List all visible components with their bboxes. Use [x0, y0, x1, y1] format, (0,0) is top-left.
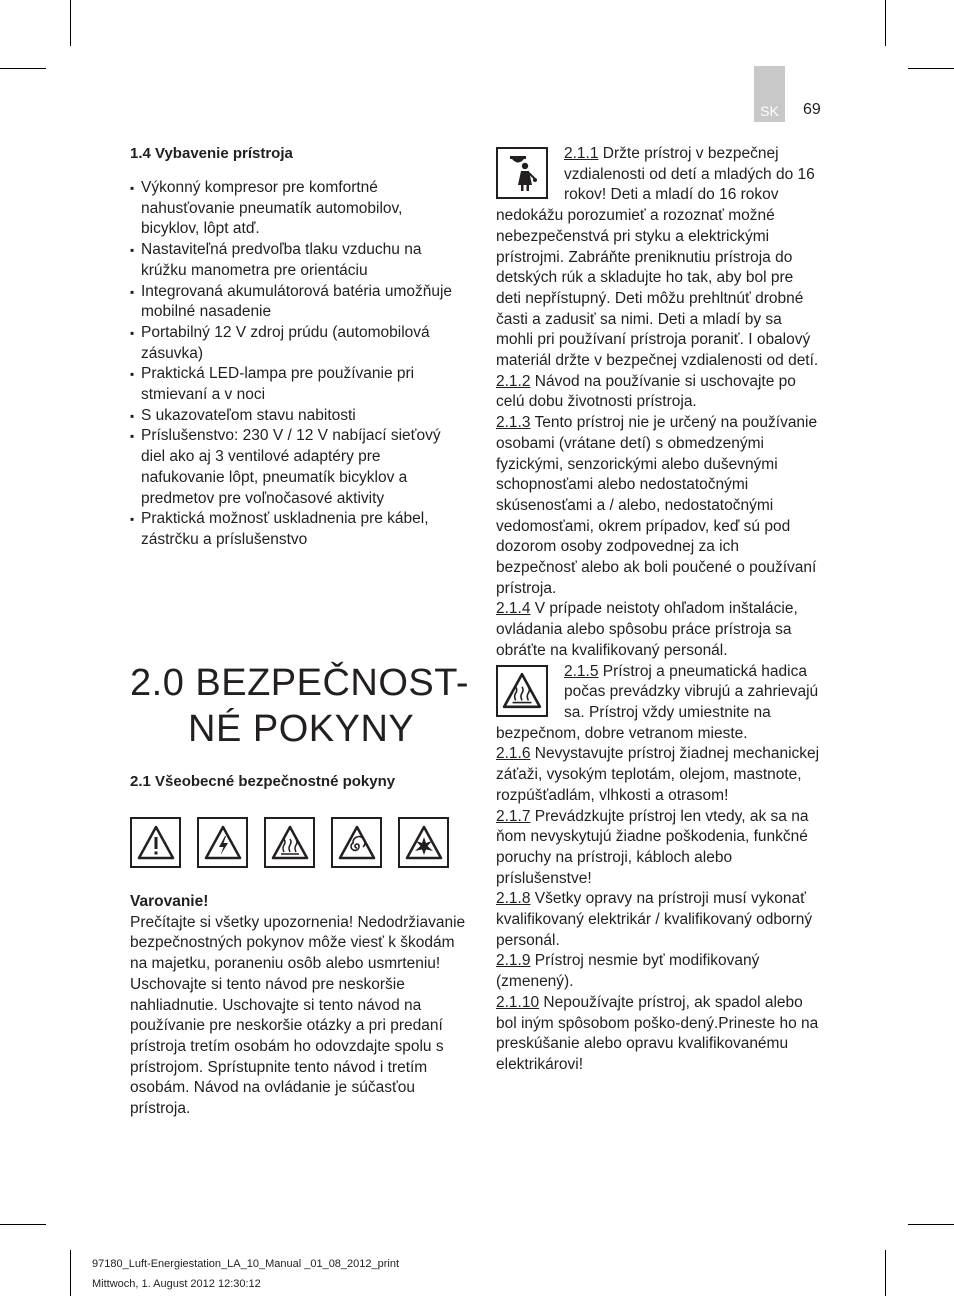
crop-mark: [908, 1224, 954, 1225]
instruction-text: Nepoužívajte prístroj, ak spadol alebo bol iným spôsobom poško-dený.Prineste ho na preskúšanie alebo opravu kvalifikovanému elektrikárovi!: [496, 993, 819, 1073]
instruction-item: [496, 372, 822, 413]
language-code: SK: [760, 103, 779, 119]
equipment-list: [130, 178, 462, 551]
list-item: ▪ Nastaviteľná predvoľba tlaku vzduchu na krúžku manometra pre orientáciu: [130, 240, 462, 281]
instruction-ref: 2.1.4: [496, 600, 531, 618]
instruction-ref: 2.1.8: [496, 890, 531, 908]
instruction-text: Prístroj nesmie byť modifikovaný (zmenený).: [496, 952, 760, 991]
warning-text: Prečítajte si všetky upozornenia! Nedodržiavanie bezpečnostných pokynov môže viesť k škodám na majetku, poraneniu osôb alebo usmrteniu! Uschovajte si tento návod pre neskoršie nahliadnutie. Uschovajte si tento návod na používanie pre neskoršie otázky a pri predaní prístroja tretím osobám ho odovzdajte spolu s prístrojom. Sprístupnite tento návod i tretím osobám. Návod na ovládanie je súčasťou prístroja.: [130, 913, 466, 1118]
list-item: ▪ Portabilný 12 V zdroj prúdu (automobilová zásuvka): [130, 323, 462, 364]
chapter-title-line-2: NÉ POKYNY: [188, 708, 415, 750]
instruction-ref: 2.1.6: [496, 745, 531, 763]
list-item: ▪ Príslušenstvo: 230 V / 12 V nabíjací sieťový diel ako aj 3 ventilové adaptéry pre nafukovanie lôpt, pneumatík bicyklov a predmetov pre voľnočasové aktivity: [130, 426, 462, 509]
child-safety-icon: [496, 147, 548, 199]
warning-triangle-icon: [130, 817, 181, 868]
instruction-ref: 2.1.3: [496, 414, 531, 432]
instruction-text: Tento prístroj nie je určený na používanie osobami (vrátane detí) s obmedzenými fyzickými, senzorickými alebo duševnými schopnosťami alebo nedostatočnými skúsenosťami a / alebo, nedostatočnými vedomosťami, okrem prípadov, keď sú pod dozorom osoby zodpovednej za ich bezpečnosť alebo ak boli poučené o používaní prístroja.: [496, 414, 818, 597]
list-item: ▪ Praktická LED-lampa pre používanie pri stmievaní a v noci: [130, 364, 462, 405]
crop-mark: [0, 68, 46, 69]
language-tab: [754, 66, 785, 122]
crop-mark: [70, 0, 71, 46]
instruction-ref: 2.1.9: [496, 952, 531, 970]
instruction-item: [496, 599, 822, 661]
crop-mark: [70, 1250, 71, 1296]
instruction-text: Prevádzkujte prístroj len vtedy, ak sa na ňom nevyskytujú žiadne poškodenia, funkčné poruchy na prístroji, kábloch alebo príslušenstve!: [496, 807, 809, 887]
crop-mark: [885, 1250, 886, 1296]
print-slug-date: Mittwoch, 1. August 2012 12:30:12: [92, 1278, 261, 1290]
electric-hazard-icon: [197, 817, 248, 868]
list-item: ▪ Výkonný kompresor pre komfortné nahusťovanie pneumatík automobilov, bicyklov, lôpt atď.: [130, 178, 462, 240]
hot-surface-icon: [264, 817, 315, 868]
crop-mark: [0, 1224, 46, 1225]
instruction-text: Nevystavujte prístroj žiadnej mechanickej záťaži, vysokým teplotám, olejom, mastnote, rozpúšťadlám, vlhkosti a otrasom!: [496, 745, 820, 804]
instruction-text: Prístroj a pneumatická hadica počas prevádzky vibrujú a zahrievajú sa. Prístroj vždy umiestnite na bezpečnom, dobre vetranom mieste.: [496, 662, 819, 742]
page-number: 69: [803, 101, 821, 118]
instruction-item: [496, 807, 822, 890]
instruction-ref: 2.1.2: [496, 372, 531, 390]
list-item: ▪ Praktická možnosť uskladnenia pre kábel, zástrčku a príslušenstvo: [130, 509, 462, 550]
section-heading-1-4: 1.4 Vybavenie prístroja: [130, 145, 293, 162]
instruction-text: V prípade neistoty ohľadom inštalácie, ovládania alebo spôsobu práce prístroja sa obráťte na kvalifikovaný personál.: [496, 600, 798, 659]
chapter-title-line-1: 2.0 BEZPEČNOST-: [130, 662, 470, 704]
instructions-column: [496, 144, 822, 1076]
instruction-item: [496, 951, 822, 992]
list-item: ▪ S ukazovateľom stavu nabitosti: [130, 406, 462, 427]
instruction-item: [496, 144, 822, 372]
hot-surface-icon: [496, 665, 548, 717]
explosion-hazard-icon: [398, 817, 449, 868]
warning-block: [130, 892, 470, 1120]
list-item: ▪ Integrovaná akumulátorová batéria umožňuje mobilné nasadenie: [130, 282, 462, 323]
crop-mark: [908, 68, 954, 69]
print-slug-filename: 97180_Luft-Energiestation_LA_10_Manual _01_08_2012_print: [92, 1258, 400, 1270]
instruction-text: Všetky opravy na prístroji musí vykonať kvalifikovaný elektrikár / kvalifikovaný odborný personál.: [496, 890, 813, 949]
section-heading-2-1: 2.1 Všeobecné bezpečnostné pokyny: [130, 773, 396, 790]
warning-title: Varovanie!: [130, 893, 209, 910]
instruction-text: Držte prístroj v bezpečnej vzdialenosti od detí a mladých do 16 rokov! Deti a mladí do 16 rokov nedokážu porozumieť a rozoznať možné nebezpečenstvá pri styku a elektrickými prístrojmi. Zabráňte preniknutiu prístroja do detských rúk a skladujte ho tak, aby bol pre deti nepřístupný. Deti môžu prehltnúť drobné časti a zadusiť sa nimi. Deti a mladí by sa mohli pri používaní prístroja poraniť. I obalový materiál držte v bezpečnej vzdialenosti od detí.: [496, 145, 819, 370]
instruction-item: [496, 662, 822, 745]
instruction-item: [496, 889, 822, 951]
instruction-ref: 2.1.1: [564, 145, 599, 162]
instruction-ref: 2.1.5: [564, 662, 599, 680]
rotating-parts-icon: [331, 817, 382, 868]
equipment-section: [130, 144, 462, 551]
instruction-item: [496, 413, 822, 599]
warning-icons-row: [130, 817, 449, 868]
instruction-ref: 2.1.10: [496, 993, 540, 1011]
chapter-title: [130, 660, 470, 752]
instruction-item: [496, 744, 822, 806]
instruction-ref: 2.1.7: [496, 807, 531, 825]
instruction-text: Návod na používanie si uschovajte po celú dobu životnosti prístroja.: [496, 372, 796, 411]
crop-mark: [885, 0, 886, 46]
instruction-item: [496, 993, 822, 1076]
